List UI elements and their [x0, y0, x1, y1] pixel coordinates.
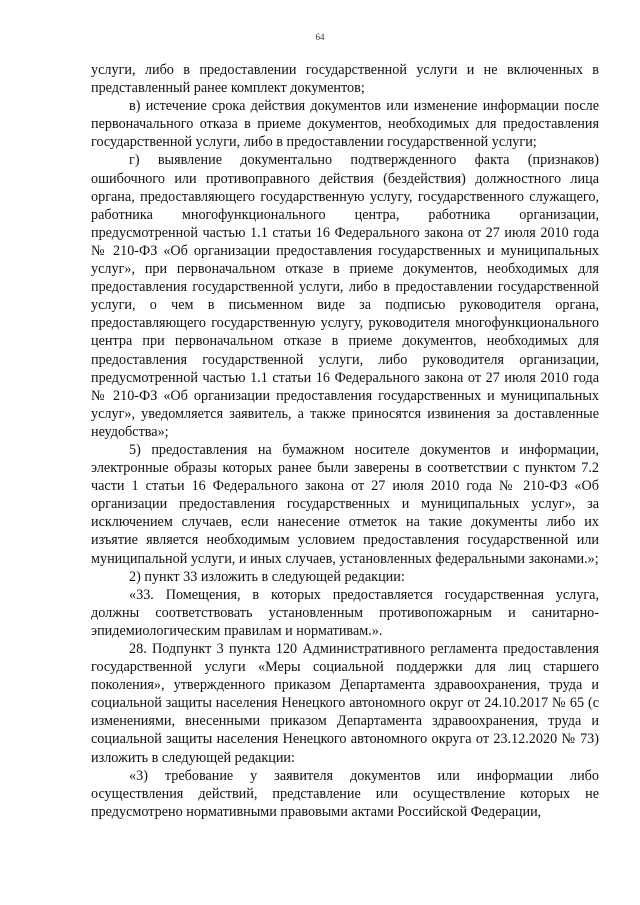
paragraph-clause-33: «33. Помещения, в которых предоставляется государственная услуга, должны соответствовать установленным противопожарным и санитарно-эпидемиологическим правилам и нормативам.».: [91, 586, 599, 639]
paragraph-item-g: г) выявление документально подтвержденного факта (признаков) ошибочного или противоправного действия (бездействия) должностного лица органа, предоставляющего государственную услугу, государственного служащего, работника многофункционального центра, работника организации, предусмотренной частью 1.1 статьи 16 Федерального закона от 27 июля 2010 года № 210-ФЗ «Об организации предоставления государственных и муниципальных услуг», при первоначальном отказе в приеме документов, необходимых для предоставления государственной услуги, либо в предоставлении государственной услуги, о чем в письменном виде за подписью руководителя органа, предоставляющего государственную услугу, руководителя многофункционального центра при первоначальном отказе в приеме документов, необходимых для предоставления государственной услуги, либо руководителя организации, предусмотренной частью 1.1 статьи 16 Федерального закона от 27 июля 2010 года № 210-ФЗ «Об организации предоставления государственных и муниципальных услуг», уведомляется заявитель, а также приносятся извинения за доставленные неудобства»;: [91, 152, 599, 440]
paragraph-item-v: в) истечение срока действия документов или изменение информации после первоначального отказа в приеме документов, необходимых для предоставления государственной услуги, либо в предоставлении государственной услуги;: [91, 98, 599, 151]
document-body: [91, 61, 599, 821]
paragraph-subitem-3: «3) требование у заявителя документов или информации либо осуществления действий, представление или осуществление которых не предусмотрено нормативными правовыми актами Российской Федерации,: [91, 767, 599, 820]
paragraph-item-28: 28. Подпункт 3 пункта 120 Административного регламента предоставления государственной услуги «Меры социальной поддержки для лиц старшего поколения», утвержденного приказом Департамента здравоохранения, труда и социальной защиты населения Ненецкого автономного округ от 24.10.2017 № 65 (с изменениями, внесенными приказом Департамента здравоохранения, труда и социальной защиты населения Ненецкого автономного округа от 23.12.2020 № 73) изложить в следующей редакции:: [91, 641, 599, 766]
paragraph-item-5: 5) предоставления на бумажном носителе документов и информации, электронные образы которых ранее были заверены в соответствии с пунктом 7.2 части 1 статьи 16 Федерального закона от 27 июля 2010 года № 210-ФЗ «Об организации предоставления государственных и муниципальных услуг», за исключением случаев, если нанесение отметок на такие документы либо их изъятие является необходимым условием предоставления государственной или муниципальной услуги, и иных случаев, установленных федеральными законами.»;: [91, 441, 599, 567]
paragraph-item-2: 2) пункт 33 изложить в следующей редакции:: [129, 568, 405, 585]
page-number: 64: [315, 32, 325, 42]
paragraph-continuation: услуги, либо в предоставлении государственной услуги и не включенных в представленный ранее комплект документов;: [91, 62, 599, 97]
